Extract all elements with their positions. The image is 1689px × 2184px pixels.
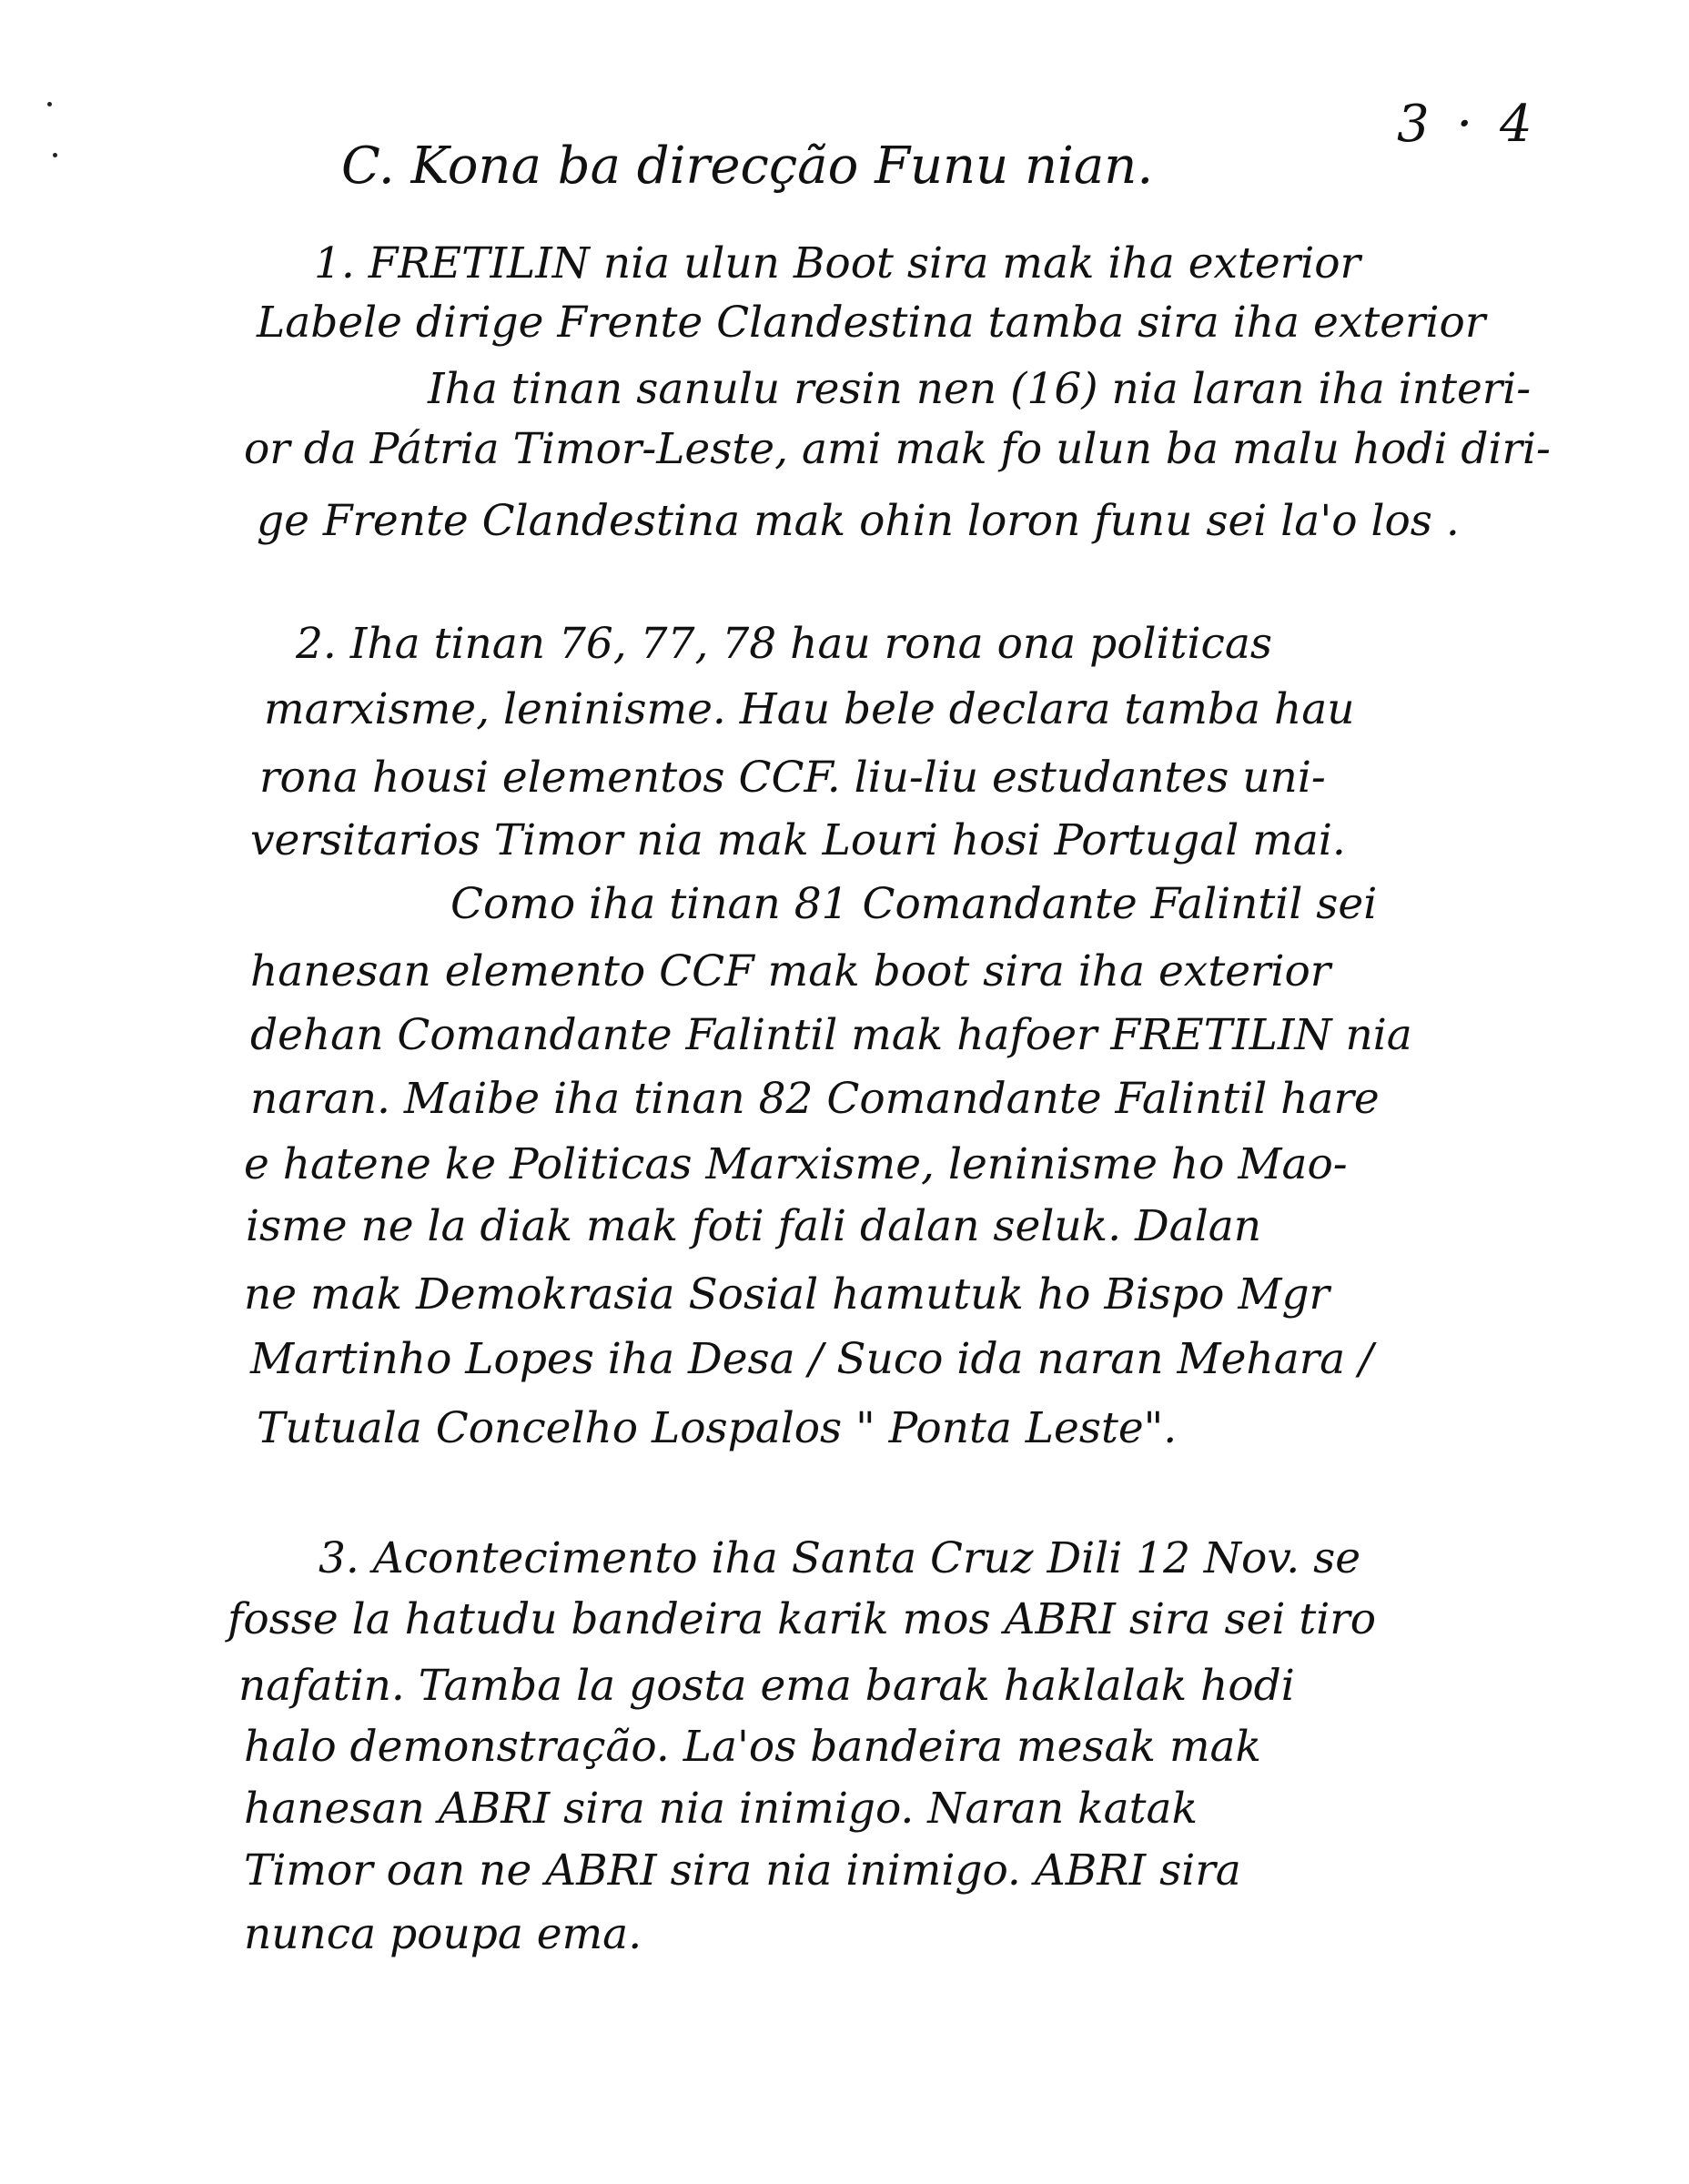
text-line: ne mak Demokrasia Sosial hamutuk ho Bispo Mgr bbox=[244, 1269, 1330, 1320]
text-line: ge Frente Clandestina mak ohin loron funu sei la'o los . bbox=[257, 496, 1460, 546]
text-line: marxisme, leninisme. Hau bele declara tamba hau bbox=[264, 684, 1355, 734]
text-line: Martinho Lopes iha Desa / Suco ida naran Mehara / bbox=[250, 1334, 1373, 1384]
text-line: nunca poupa ema. bbox=[244, 1909, 642, 1959]
text-line: or da Pátria Timor-Leste, ami mak fo ulun ba malu hodi diri- bbox=[244, 424, 1551, 474]
margin-mark bbox=[53, 153, 57, 157]
text-line: hanesan elemento CCF mak boot sira iha exterior bbox=[250, 946, 1331, 996]
text-line: Labele dirige Frente Clandestina tamba sira iha exterior bbox=[257, 298, 1486, 348]
text-line: halo demonstração. La'os bandeira mesak mak bbox=[244, 1722, 1262, 1772]
text-line: 3. Acontecimento iha Santa Cruz Dili 12 Nov. se bbox=[319, 1533, 1361, 1583]
text-line: naran. Maibe iha tinan 82 Comandante Falintil hare bbox=[250, 1074, 1380, 1124]
text-line: Como iha tinan 81 Comandante Falintil sei bbox=[450, 879, 1378, 929]
text-line: Iha tinan sanulu resin nen (16) nia laran iha interi- bbox=[428, 364, 1532, 414]
page-number: 3 · 4 bbox=[1397, 95, 1538, 154]
text-line: e hatene ke Politicas Marxisme, leninisme ho Mao- bbox=[244, 1139, 1348, 1189]
margin-mark bbox=[47, 102, 52, 106]
text-line: hanesan ABRI sira nia inimigo. Naran katak bbox=[244, 1784, 1198, 1834]
text-line: Timor oan ne ABRI sira nia inimigo. ABRI sira bbox=[244, 1845, 1241, 1896]
text-line: Tutuala Concelho Lospalos " Ponta Leste". bbox=[257, 1403, 1178, 1453]
text-line: versitarios Timor nia mak Louri hosi Portugal mai. bbox=[250, 815, 1346, 865]
section-heading: C. Kona ba direcção Funu nian. bbox=[341, 136, 1154, 196]
text-line: isme ne la diak mak foti fali dalan seluk. Dalan bbox=[246, 1201, 1262, 1251]
text-line: nafatin. Tamba la gosta ema barak haklalak hodi bbox=[238, 1661, 1295, 1711]
text-line: rona housi elementos CCF. liu-liu estudantes uni- bbox=[259, 753, 1326, 803]
text-line: dehan Comandante Falintil mak hafoer FRETILIN nia bbox=[250, 1010, 1412, 1060]
text-line: 1. FRETILIN nia ulun Boot sira mak iha exterior bbox=[314, 238, 1360, 288]
text-line: fosse la hatudu bandeira karik mos ABRI sira sei tiro bbox=[228, 1594, 1377, 1644]
text-line: 2. Iha tinan 76, 77, 78 hau rona ona politicas bbox=[296, 619, 1272, 669]
